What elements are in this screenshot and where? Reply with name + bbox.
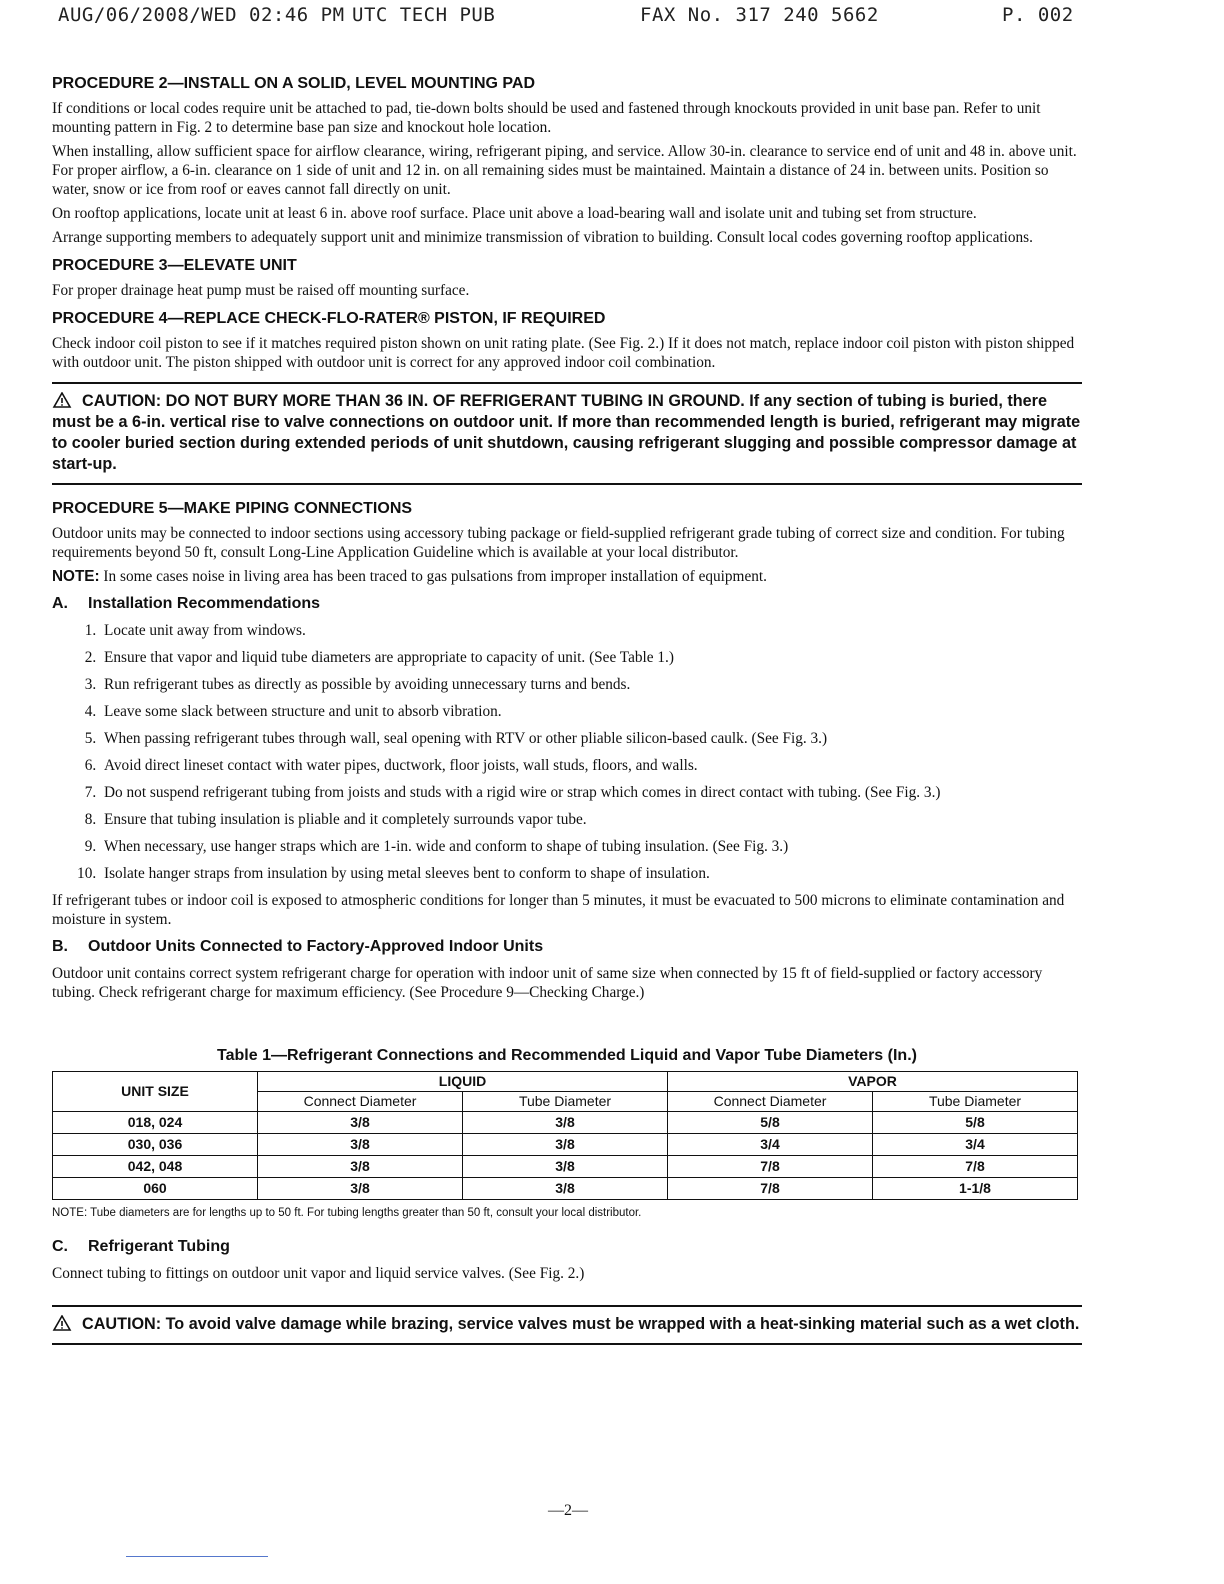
section-c-heading [52, 1237, 1082, 1256]
table-cell: 7/8 [873, 1156, 1078, 1178]
table-cell: 060 [53, 1178, 258, 1200]
procedure-3-title: PROCEDURE 3—ELEVATE UNIT [52, 257, 297, 274]
list-item: 4. Leave some slack between structure and unit to absorb vibration. [100, 702, 1082, 721]
procedure-4-para: Check indoor coil piston to see if it matches required piston shown on unit rating plate. (See Fig. 2.) If it does not match, replace indoor coil piston with piston shipped with outdoor unit. The piston shipped with outdoor unit is correct for any approved indoor coil combination. [52, 335, 1075, 371]
list-item: 1. Locate unit away from windows. [100, 621, 1082, 640]
table-row [53, 1178, 1078, 1200]
table-cell: 018, 024 [53, 1112, 258, 1134]
procedure-2-para-4: Arrange supporting members to adequately support unit and minimize transmission of vibration to building. Consult local codes governing rooftop applications. [52, 229, 1033, 246]
header-vapor: VAPOR [668, 1072, 1078, 1092]
section-b-para: Outdoor unit contains correct system refrigerant charge for operation with indoor unit of same size when connected by 15 ft of field-supplied or factory accessory tubing. Check refrigerant charge for maximum efficiency. (See Procedure 9—Checking Charge.) [52, 965, 1043, 1001]
procedure-2-para-2: When installing, allow sufficient space for airflow clearance, wiring, refrigerant piping, and service. Allow 30-in. clearance to service end of unit and 48 in. above unit. For proper airflow, a 6-in. clearance on 1 side of unit and 12 in. on all remaining sides must be maintained. Maintain a distance of 24 in. between units. Position so water, snow or ice from roof or eaves cannot fall directly on unit. [52, 143, 1077, 198]
table-cell: 042, 048 [53, 1156, 258, 1178]
document-body [52, 74, 1082, 1359]
installation-recommendations-list [52, 621, 1082, 883]
section-c-letter: C. [52, 1238, 68, 1255]
procedure-5-title: PROCEDURE 5—MAKE PIPING CONNECTIONS [52, 500, 413, 517]
list-item: 7. Do not suspend refrigerant tubing from joists and studs with a rigid wire or strap which comes in direct contact with tubing. (See Fig. 3.) [100, 783, 1082, 802]
table-cell: 3/8 [463, 1156, 668, 1178]
table-cell: 030, 036 [53, 1134, 258, 1156]
table-cell: 3/8 [258, 1112, 463, 1134]
table-cell: 3/8 [463, 1112, 668, 1134]
header-vapor-tube: Tube Diameter [873, 1092, 1078, 1112]
list-item: 5. When passing refrigerant tubes through wall, seal opening with RTV or other pliable silicon-based caulk. (See Fig. 3.) [100, 729, 1082, 748]
procedure-2-title: PROCEDURE 2—INSTALL ON A SOLID, LEVEL MOUNTING PAD [52, 75, 535, 92]
caution-box-tubing [52, 382, 1082, 485]
fax-number: FAX No. 317 240 5662 [640, 4, 879, 26]
table-cell: 3/8 [258, 1178, 463, 1200]
table-1-caption: Table 1—Refrigerant Connections and Recommended Liquid and Vapor Tube Diameters (In.) [217, 1047, 917, 1064]
warning-triangle-icon [52, 392, 72, 408]
table-1-note: NOTE: Tube diameters are for lengths up to 50 ft. For tubing lengths greater than 50 ft, consult your local distributor. [52, 1207, 642, 1219]
list-item: 6. Avoid direct lineset contact with water pipes, ductwork, floor joists, wall studs, floors, and walls. [100, 756, 1082, 775]
table-cell: 3/4 [873, 1134, 1078, 1156]
page-number: —2— [548, 1502, 588, 1519]
header-unit-size: UNIT SIZE [53, 1072, 258, 1112]
header-liquid: LIQUID [258, 1072, 668, 1092]
note-label: NOTE: [52, 568, 100, 585]
table-cell: 1-1/8 [873, 1178, 1078, 1200]
procedure-2-para-1: If conditions or local codes require unit be attached to pad, tie-down bolts should be used and fastened through knockouts provided in unit base pan. Refer to unit mounting pattern in Fig. 2 to determine base pan size and knockout hole location. [52, 100, 1041, 136]
table-cell: 3/8 [463, 1134, 668, 1156]
section-b-letter: B. [52, 938, 68, 955]
list-item: 2. Ensure that vapor and liquid tube diameters are appropriate to capacity of unit. (See Table 1.) [100, 648, 1082, 667]
fax-sender: UTC TECH PUB [352, 4, 496, 26]
header-liquid-connect: Connect Diameter [258, 1092, 463, 1112]
list-item: 3. Run refrigerant tubes as directly as possible by avoiding unnecessary turns and bends. [100, 675, 1082, 694]
table-row [53, 1112, 1078, 1134]
table-cell: 3/4 [668, 1134, 873, 1156]
section-a-title: Installation Recommendations [88, 595, 321, 612]
list-item: 9. When necessary, use hanger straps which are 1-in. wide and conform to shape of tubing insulation. (See Fig. 3.) [100, 837, 1082, 856]
note-text: In some cases noise in living area has been traced to gas pulsations from improper installation of equipment. [103, 568, 767, 585]
scan-artifact-line [126, 1556, 268, 1557]
table-cell: 3/8 [463, 1178, 668, 1200]
section-b-title: Outdoor Units Connected to Factory-Approved Indoor Units [88, 938, 544, 955]
procedure-4-title: PROCEDURE 4—REPLACE CHECK-FLO-RATER® PISTON, IF REQUIRED [52, 310, 606, 327]
table-cell: 7/8 [668, 1156, 873, 1178]
section-a-heading [52, 594, 1082, 613]
caution-text-tubing: CAUTION: DO NOT BURY MORE THAN 36 IN. OF REFRIGERANT TUBING IN GROUND. If any section of tubing is buried, there must be a 6-in. vertical rise to valve connections on outdoor unit. If more than recommended length is buried, refrigerant may migrate to cooler buried section during extended periods of unit shutdown, causing refrigerant slugging and possible compressor damage at start-up. [52, 392, 1081, 473]
table-cell: 3/8 [258, 1134, 463, 1156]
table-1 [52, 1071, 1078, 1200]
table-cell: 3/8 [258, 1156, 463, 1178]
procedure-5-note [52, 567, 1082, 586]
section-c-title: Refrigerant Tubing [88, 1238, 230, 1255]
table-cell: 7/8 [668, 1178, 873, 1200]
caution-text-brazing: CAUTION: To avoid valve damage while brazing, service valves must be wrapped with a heat-sinking material such as a wet cloth. [82, 1315, 1080, 1333]
table-row [53, 1134, 1078, 1156]
section-b-heading [52, 937, 1082, 956]
fax-date: AUG/06/2008/WED 02:46 PM [58, 4, 345, 26]
warning-triangle-icon [52, 1315, 72, 1331]
fax-page: P. 002 [1002, 4, 1074, 26]
table-cell: 5/8 [873, 1112, 1078, 1134]
procedure-5-para: Outdoor units may be connected to indoor sections using accessory tubing package or field-supplied refrigerant grade tubing of correct size and condition. For tubing requirements beyond 50 ft, consult Long-Line Application Guideline which is available at your local distributor. [52, 525, 1065, 561]
section-c-para: Connect tubing to fittings on outdoor unit vapor and liquid service valves. (See Fig. 2.) [52, 1265, 585, 1282]
table-cell: 5/8 [668, 1112, 873, 1134]
table-row [53, 1156, 1078, 1178]
section-a-after: If refrigerant tubes or indoor coil is exposed to atmospheric conditions for longer than 5 minutes, it must be evacuated to 500 microns to eliminate contamination and moisture in system. [52, 892, 1065, 928]
caution-box-brazing [52, 1305, 1082, 1345]
header-liquid-tube: Tube Diameter [463, 1092, 668, 1112]
list-item: 10. Isolate hanger straps from insulation by using metal sleeves bent to conform to shape of insulation. [100, 864, 1082, 883]
header-vapor-connect: Connect Diameter [668, 1092, 873, 1112]
procedure-3-para: For proper drainage heat pump must be raised off mounting surface. [52, 282, 470, 299]
list-item: 8. Ensure that tubing insulation is pliable and it completely surrounds vapor tube. [100, 810, 1082, 829]
section-a-letter: A. [52, 595, 68, 612]
procedure-2-para-3: On rooftop applications, locate unit at least 6 in. above roof surface. Place unit above a load-bearing wall and isolate unit and tubing set from structure. [52, 205, 977, 222]
